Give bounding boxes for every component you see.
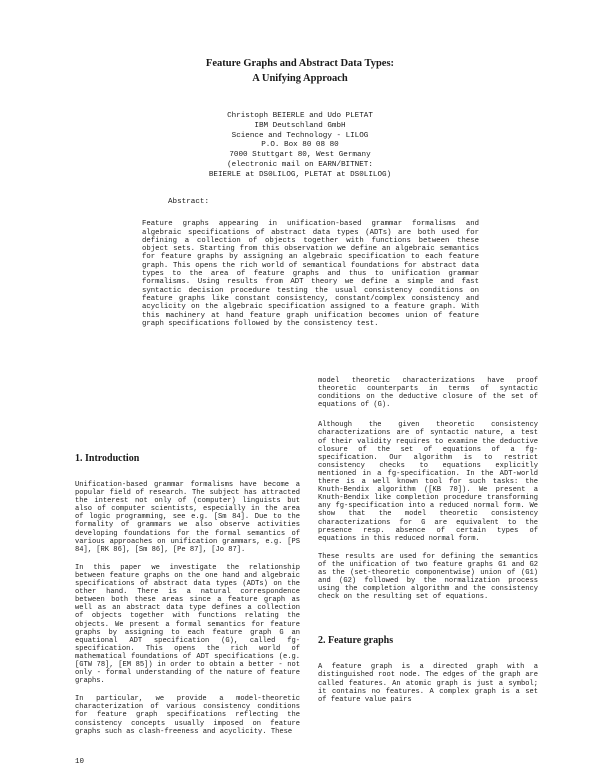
page-number: 10 [75,758,85,766]
body-paragraph: Although the given theoretic consistency characterizations are of syntactic nature, a test of their validity requires to examine the deductive closure of the set of equations of a fg-specification. Our algorithm is to restrict consistency checks to equations explicitly mentioned in a fg-specification. In the ADT-world there is a well known tool for such tasks: the Knuth-Bendix algorithm ([KB 70]). We present a Knuth-Bendix like completion procedure transforming any fg-specification into a reduced normal form. We show that the model theoretic consistency characterizations for G are equivalent to the presence resp. absence of certain types of equations in this reduced normal form. [318,421,538,543]
paper-title: Feature Graphs and Abstract Data Types: [205,58,395,69]
intro-paragraph: Unification-based grammar formalisms have become a popular field of research. The subject has attracted the interest not only of (computer) linguists but also of computer scientists, especially in the area of logic programming, see e.g. [Sm 84]. Due to the formality of grammars we also observe activities developing foundations for the formal semantics of various approaches on unification grammars, e.g. [PS 84], [RK 86], [Sm 86], [Pe 87], [Jo 87]. [75,481,300,554]
author-line: IBM Deutschland GmbH [254,121,346,130]
author-line: P.O. Box 80 08 80 [261,141,339,150]
section-heading-introduction: 1. Introduction [75,453,140,464]
abstract-label: Abstract: [168,198,210,206]
author-line: 7000 Stuttgart 80, West Germany [229,151,371,160]
paper-subtitle: A Unifying Approach [252,73,348,84]
intro-paragraph: In this paper we investigate the relationship between feature graphs on the one hand and algebraic specifications of abstract data types (ADTs) on the other hand. There is a natural correspondence between both these areas since a feature graph as well as an abstract data type defines a collection of objects together with functions relating the objects. We present a formal semantics for feature graphs by assigning to each feature graph G an equational ADT specification (G), called fg-specification. This opens the rich world of mathematical foundations of ADT specifications (e.g. [GTW 78], [EM 85]) in order to obtain a better - not only - formal understanding of the nature of feature graphs. [75,563,300,686]
author-line: (electronic mail on EARN/BITNET: [227,160,373,169]
feature-graphs-paragraph: A feature graph is a directed graph with a distinguished root node. The edges of the graph are called features. An atomic graph is just a symbol; it contains no features. A complex graph is a set of feature value pairs [318,663,538,704]
right-column [318,377,538,704]
abstract-text: Feature graphs appearing in unification-based grammar formalisms and algebraic specifications of abstract data types (ADTs) are both used for defining a collection of objects together with functions between these object sets. Starting from this observation we define an algebraic semantics for feature graphs by assigning an algebraic specification to each feature graph. This opens the rich world of semantical foundations for abstract data types to the area of feature graphs and thus to unification grammar formalisms. Using results from ADT theory we define a simple and fast syntactic decision procedure testing the usual consistency conditions on feature graphs like constant consistency, constant/complex consistency and acyclicity on the algebraic specification assigned to a feature graph. With this machinery at hand feature graph unification becomes union of feature graph specifications followed by the consistency test. [142,220,479,328]
body-paragraph: model theoretic characterizations have proof theoretic counterparts in terms of syntactic conditions on the deductive closure of the set of equations of (G). [318,377,538,410]
body-paragraph: These results are used for defining the semantics of the unification of two feature graphs G1 and G2 as the (set-theoretic componentwise) union of (G1) and (G2) followed by the normalization process using the completion algorithm and the consistency check on the resulting set of equations. [318,552,538,602]
author-line: Science and Technology - LILOG [231,131,369,140]
author-line: BEIERLE at DS0LILOG, PLETAT at DS0LILOG) [208,170,392,179]
section-heading-feature-graphs: 2. Feature graphs [318,635,394,647]
intro-paragraph: In particular, we provide a model-theoretic characterization of various consistency conditions for feature graph specifications reflecting the consistency concepts usually imposed on feature graphs such as clash-freeness and acyclicity. These [75,695,300,736]
left-column [75,452,300,736]
author-block [0,112,600,181]
author-line: Christoph BEIERLE and Udo PLETAT [227,112,373,120]
